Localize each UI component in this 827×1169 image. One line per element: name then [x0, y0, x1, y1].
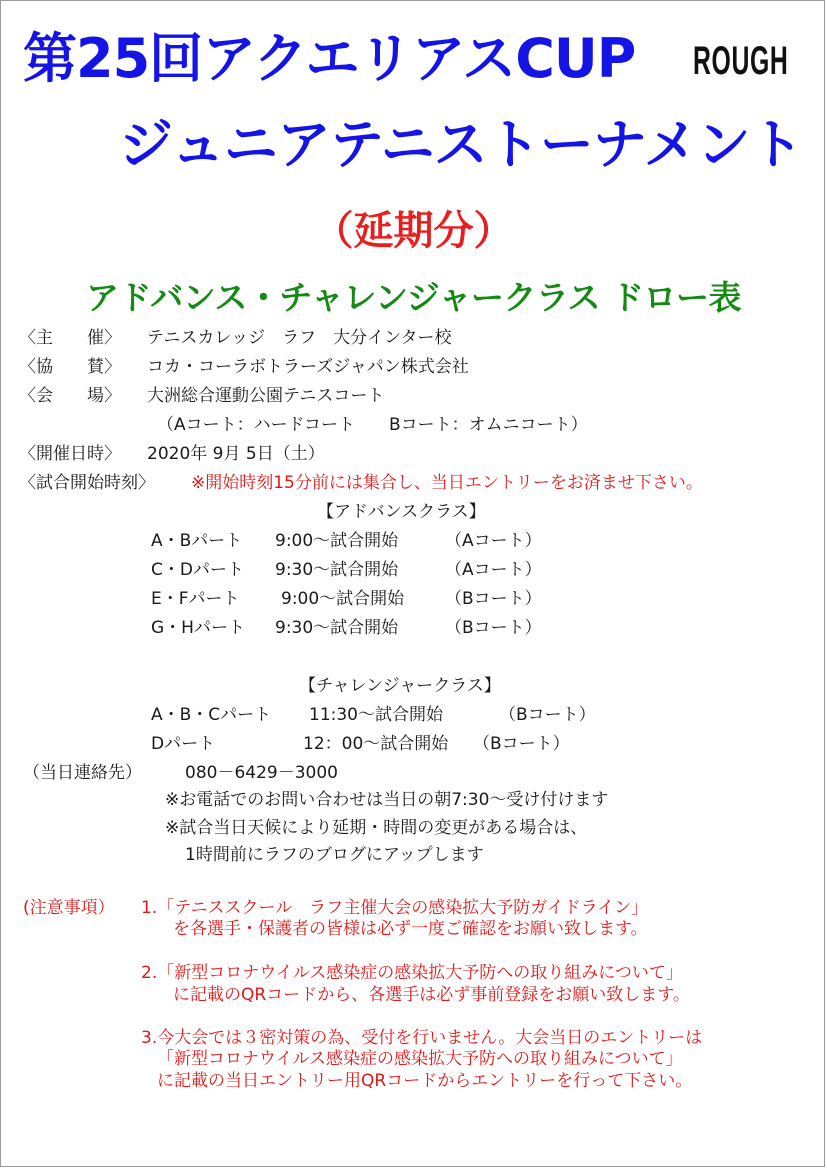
schedule-court: （Bコート） — [445, 589, 542, 609]
organizer-label: 〈主 催〉 — [19, 328, 121, 348]
schedule-court: （Aコート） — [445, 560, 542, 580]
schedule-time: 9:00～試合開始 — [281, 589, 405, 609]
title-line-2: ジュニアテニストーナメント — [119, 113, 803, 176]
schedule-court: （Bコート） — [473, 734, 570, 754]
rough-logo: ROUGH — [693, 39, 789, 83]
schedule-row — [151, 733, 570, 755]
schedule-row — [151, 704, 596, 726]
notice-1-line-1: 1.「テニススクール ラフ主催大会の感染拡大予防ガイドライン」 — [141, 898, 649, 918]
date-row — [19, 443, 325, 465]
contact-phone: 080－6429－3000 — [185, 763, 338, 783]
schedule-row — [151, 559, 542, 581]
schedule-time: 9:30～試合開始 — [275, 618, 399, 638]
organizer-value: テニスカレッジ ラフ 大分インター校 — [147, 328, 452, 348]
date-value: 2020年 9月 5日（土） — [147, 444, 325, 464]
schedule-time: 9:00～試合開始 — [275, 531, 399, 551]
venue-value: 大洲総合運動公園テニスコート — [147, 386, 385, 406]
schedule-part: G・Hパート — [151, 618, 245, 638]
schedule-part: C・Dパート — [151, 560, 244, 580]
venue-courts: （Aコート：ハードコート Bコート：オムニコート） — [157, 415, 588, 435]
advance-heading: 【アドバンスクラス】 — [317, 502, 486, 522]
schedule-time: 12：00～試合開始 — [303, 734, 449, 754]
contact-note-2: ※試合当日天候により延期・時間の変更がある場合は、 — [165, 818, 588, 838]
contact-row — [23, 762, 338, 784]
challenger-heading: 【チャレンジャークラス】 — [299, 676, 501, 696]
start-time-note: ※開始時刻15分前には集合し、当日エントリーをお済ませ下さい。 — [191, 473, 703, 493]
schedule-row — [151, 530, 542, 552]
start-time-row — [19, 472, 703, 494]
sponsor-label: 〈協 賛〉 — [19, 357, 121, 377]
schedule-part: A・Bパート — [151, 531, 243, 551]
notice-1-line-2: を各選手・保護者の皆様は必ず一度ご確認をお願い致します。 — [173, 919, 648, 939]
contact-label: （当日連絡先） — [23, 763, 142, 783]
postponed-subtitle: （延期分） — [313, 208, 514, 254]
schedule-court: （Bコート） — [445, 618, 542, 638]
schedule-part: E・Fパート — [151, 589, 240, 609]
notice-2-line-2: に記載のQRコードから、各選手は必ず事前登録をお願い致します。 — [173, 985, 690, 1005]
notice-2-line-1: 2.「新型コロナウイルス感染症の感染拡大予防への取り組みについて」 — [141, 963, 683, 983]
schedule-time: 9:30～試合開始 — [275, 560, 399, 580]
notice-3-line-3: に記載の当日エントリー用QRコードからエントリーを行って下さい。 — [157, 1071, 693, 1091]
venue-label: 〈会 場〉 — [19, 386, 121, 406]
notice-3-line-2: 「新型コロナウイルス感染症の感染拡大予防への取り組みについて」 — [157, 1049, 683, 1069]
sponsor-row — [19, 356, 469, 378]
schedule-part: A・B・Cパート — [151, 705, 272, 725]
schedule-court: （Aコート） — [445, 531, 542, 551]
title-line-1: 第25回アクエリアスCUP — [23, 27, 636, 90]
date-label: 〈開催日時〉 — [19, 444, 121, 464]
notice-3-line-1: 3.今大会では３密対策の為、受付を行いません。大会当日のエントリーは — [141, 1028, 703, 1048]
schedule-row — [151, 588, 542, 610]
notice-label: (注意事項） — [23, 898, 115, 918]
contact-note-1: ※お電話でのお問い合わせは当日の朝7:30～受け付けます — [165, 790, 609, 810]
sponsor-value: コカ・コーラボトラーズジャパン株式会社 — [147, 357, 469, 377]
venue-row — [19, 385, 384, 407]
class-draw-title: アドバンス・チャレンジャークラス ドロー表 — [85, 278, 742, 317]
schedule-court: （Bコート） — [499, 705, 596, 725]
organizer-row — [19, 327, 451, 349]
schedule-time: 11:30～試合開始 — [309, 705, 443, 725]
contact-note-3: 1時間前にラフのブログにアップします — [185, 845, 484, 865]
start-time-label: 〈試合開始時刻〉 — [19, 473, 155, 493]
schedule-part: Dパート — [151, 734, 216, 754]
schedule-row — [151, 617, 542, 639]
